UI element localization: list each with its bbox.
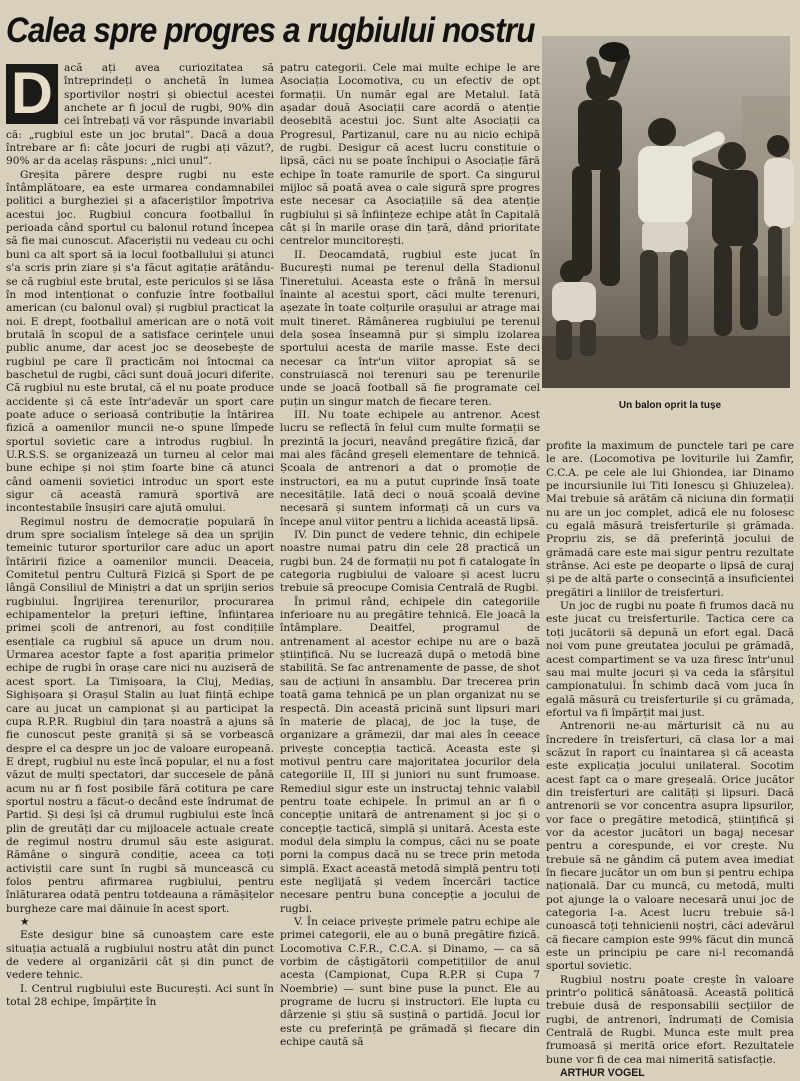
paragraph: Rugbiul nostru poate crește în valoare printr'o politică sănătoasă. Această politică trebuie dusă de responsabilii secțiilor de rugbi, de antrenori, îndrumați de Comisia Centrală de Rugbi. Munca este mult prea frumoasă și merită orice efort. Rezultatele bune vor fi de cea mai nimerită satisfacție.: [546, 973, 794, 1066]
article-headline: Calea spre progres a rugbiului nostru: [6, 11, 535, 50]
paragraph: I. Centrul rugbiului este București. Aci sunt în total 28 echipe, împărțite în: [6, 982, 274, 1009]
paragraph: Regimul nostru de democrație populară în drum spre socialism înțelege să dea un sprijin temeinic tuturor sporturilor care aduc un aport întăririi fizice a oamenilor muncii. Deaceia, Comitetul pentru Cultură Fizică și Sport de pe lângă Consiliul de Miniștri a dat un sprijin serios rugbiului. Îngrijirea terenurilor, procurarea echipamentelor la prețuri ieftine, înființarea primei școli de antrenori, au fost condițiile esențiale ca rugbiul să apuce un drum nou. Urmarea acestor fapte a fost apariția primelor echipe de rugbi în orașe care nici nu auziseră de acest sport. La Timișoara, la Cluj, Mediaș, Sighișoara și Orașul Stalin au luat ființă echipe care au jucat un campionat și au participat la cupa R.P.R. Rugbiul din țara noastră a ajuns să fie cunoscut peste graniță și să se vorbească despre el ca despre un joc de valoare europeană. E drept, rugbiul nu este încă popular, el nu a fost văzut de mulți spectatori, dar succesele de până acum nu ar fi fost posibile fără cotitura pe care sportul nostru a făcut-o decând este îndrumat de Partid. Și deși își că drumul rugbiului este încă plin de greutăți dar cu mijloacele actuale create de regimul nostru drumul său este asigurat. Rămâne o singură condiție, aceea ca toți activiștii care sunt în rugbi să muncească cu folos pentru afirmarea rugbiului, pentru înlăturarea odată pentru totdeauna a rămășițelor burgheze care mai dăinuie în acest sport.: [6, 515, 274, 915]
paragraph: Greșita părere despre rugbi nu este întâmplătoare, ea este urmarea condamnabilei politici a burgheziei și a afaceriștilor împotriva acestui joc. Rugbiul concura footballul în perioada când sportul cu balonul rotund începea să fie mai cunoscut. Afaceriștii nu vedeau cu ochi buni ca alt sport să ia locul footballului și atunci s'a scris prin ziare și s'a făcut agitație arătându-se că rugbiul este brutal, este periculos și se lăsa în mod intenționat o confuzie între footballul american (cu balonul oval) și rugbiul practicat la noi. E drept, footballul american are o notă voit brutală în scopul de a satisface cerințele unui public anume, dar acest joc se deosebește de rugbiul pe care îl practicăm noi întocmai ca baschetul de rugbi, căci sunt două jocuri diferite. Că rugbiul nu este brutal, că el nu poate produce accidente și că este într'adevăr un sport care poate aduce o serioasă contribuție la întărirea fizică a oamenilor muncii ne-o spune lîmpede sportul sovietic care a introdus rugbiul. În U.R.S.S. se organizează un turneu al celor mai bune echipe și noi știm foarte bine că atunci când oamenii sovietici introduc un sport este sigur că această ramură sportivă are incontestabile însușiri care ajută omului.: [6, 168, 274, 515]
photo-illustration: [542, 36, 790, 388]
paragraph: III. Nu toate echipele au antrenor. Acest lucru se reflectă în felul cum multe formații se prezintă la jocuri, neavând pregătire fizică, dar mai ales făcând greșeli elementare de tehnică. Școala de antrenori a dat o promoție de instructori, ea nu a putut cuprinde însă toate necesitățile. Iată deci o nouă școală devine necesară și suntem informați că un curs va începe anul viitor pentru a lichida această lipsă.: [280, 408, 540, 528]
paragraph: În primul rând, echipele din categoriile inferioare nu au pregătire tehnică. Ele joacă la întâmplare. Deaitfel, programul de antrenament al acestor echipe nu are o bază științifică. Nu se lucrează după o metodă bine stabilită. Se fac antrenamente de passe, de shot sau de acțiuni în ansamblu. Dar trecerea prin toată gama tehnică pe un plan organizat nu se respectă. Din această pricină sunt lipsuri mari în materie de placaj, de joc la tușe, de organizare a grămezii, dar mai ales în ceeace privește concepția tactică. Aceasta este și motivul pentru care majoritatea jocurilor dela categoriile II, III și juniori nu sunt frumoase. Remediul sigur este un instructaj tehnic valabil pentru toate echipele. În primul an ar fi o concepție unitară de antrenament și joc și o concepție tactică, simplă și unitară. Acesta este modul dela simplu la compus, căci nu se poate porni la compus dacă nu se trece prin metoda simplă. Exact această metodă simplă pentru toți este neglijată și vedem încercări tactice necesare pentru buna concepție a jocului de rugbi.: [280, 595, 540, 915]
star-separator: ★: [20, 916, 30, 928]
paragraph: II. Deocamdată, rugbiul este jucat în București numai pe terenul della Stadionul Tineretului. Aceasta este o frână în mersul înainte al acestui sport, căci multe terenuri, așezate în toate colțurile orașului ar atrage mai mult tineret. Rămânerea rugbiului pe terenul dela șosea înseamnă pur și simplu izolarea sportului acesta de marile masse. Este deci necesar ca într'un viitor apropiat să se construiască noi terenuri sau pe terenurile unde se joacă football să fie programate cel puțin un singur match de fiecare teren.: [280, 248, 540, 408]
paragraph: acă ați avea curiozitatea să întreprindeți o anchetă în lumea sportivilor noștri și obiectul acestei anchete ar fi jocul de rugbi, 90% din cei întrebați vă vor răspunde invariabil că: „rugbiul este un joc brutal”. Dacă a doua întrebare ar fi: câte jocuri de rugbi ați văzut?, 90% ar da acelaș răspuns: „nici unul”.: [6, 62, 274, 168]
column-1: [6, 62, 274, 1064]
paragraph: profite la maximum de punctele tari pe care le are. (Locomotiva pe loviturile lui Zamfir, C.C.A. pe cele ale lui Ghiondea, iar Dinamo pe incursiunile lui Titi Ionescu și Ghiuzelea). Mai trebuie să arătăm că niciuna din formații nu are un joc complet, adică ele nu folosesc cu egală măsură treisferturile și grămada. Propriu zis, se dă preferință jocului de grămadă care este mai sigur pentru rezultate strânse. Aci este pe deoparte o lipsă de curaj și pe de altă parte o consecință a insuficientei pregătiri a liniilor de treisferturi.: [546, 440, 794, 599]
column-2: [280, 62, 540, 1064]
author-signature: ARTHUR VOGEL: [560, 1067, 645, 1080]
paragraph: IV. Din punct de vedere tehnic, din echipele noastre numai patru din cele 28 practică un rugbi bun. 24 de formații nu pot fi catalogate în categoria rugbiului de valoare și acest lucru trebuie să preocupe Comisia Centrală de Rugbi.: [280, 529, 540, 595]
paragraph: V. În ceiace privește primele patru echipe ale primei categorii, ele au o bună pregătire fizică. Locomotiva C.F.R., C.C.A. și Dinamo, — ca să vorbim de câștigătorii competițiilor de anul acesta (Campionat, Cupa R.P.R și Cupa 7 Noembrie) — sunt bine puse la punct. Ele au programe de lucru și instructori. Ele lupta cu dârzenie și știu să susțină o partidă. Jocul lor este cu preferință pe grămadă și fiecare din echipe caută să: [280, 916, 540, 1049]
column-3: [546, 440, 794, 1080]
paragraph: Este desigur bine să cunoaștem care este situația actuală a rugbiului nostru atât din punct de vedere al organizării cât și din punct de vedere tehnic.: [6, 929, 274, 982]
photo-caption: Un balon oprit la tușe: [618, 400, 722, 411]
paragraph: patru categorii. Cele mai multe echipe le are Asociația Locomotiva, cu un efectiv de opt formații. Un număr egal are Metalul. Iată așadar două Asociații care acordă o atenție deosebită acestui joc. Sunt alte Asociații ca Progresul, Partizanul, care nu au nicio echipă de rugbi. Desigur că acest lucru constituie o lipsă, căci nu se poate închipui o Asociație fără echipe în toate ramurile de sport. Ca singurul mijloc să poată avea o cale sigură spre progres este necesar ca Asociațiile să dea atenție rugbiului și să înființeze echipe atât în Capitală cât și în marile orașe din țară, dând prioritate centrelor muncitorești.: [280, 62, 540, 248]
paragraph: Antrenorii ne-au mărturisit că nu au încredere în treisferturi, că clasa lor a mai scăzut în raport cu înaintarea și că aceasta este explicația jocului unilateral. Socotim acest fapt ca o mare greșeală. Orice jucător din treisferturi are calități și lipsuri. Dacă antrenorii se vor concentra asupra lipsurilor, vor face o pregătire metodică, științifică și vor da acestor jucători un bagaj necesar pentru a corespunde, ei vor crește. Nu trebuie să ne gândim că putem avea imediat în fiecare jucător un om bun și pentru echipa națională. Dar cu muncă, cu metodă, multi pot ajunge la o valoare necesară unui joc de categoria I-a. Acest lucru trebuie să-l cunoască toți tehnicienii noștri, căci adevărul că fiecare campion este 99% făcut din muncă este un principiu pe care ni-l recomandă sportul sovietic.: [546, 720, 794, 973]
rugby-lineout-photo: [542, 36, 790, 388]
paragraph: Un joc de rugbi nu poate fi frumos dacă nu este jucat cu treisferturile. Tactica cere ca toți jucătorii să depună un efort egal. Dacă noi vom pune greutatea jocului pe grămadă, acest compartiment se va uza firesc într'unul sau mai multe jocuri și va ceda la sfârșitul campionatului. În schimb dacă vom juca în egală măsură cu treisferturile și cu grămada, efortul va fi împărțit mai just.: [546, 600, 794, 719]
drop-cap: D: [6, 64, 58, 124]
